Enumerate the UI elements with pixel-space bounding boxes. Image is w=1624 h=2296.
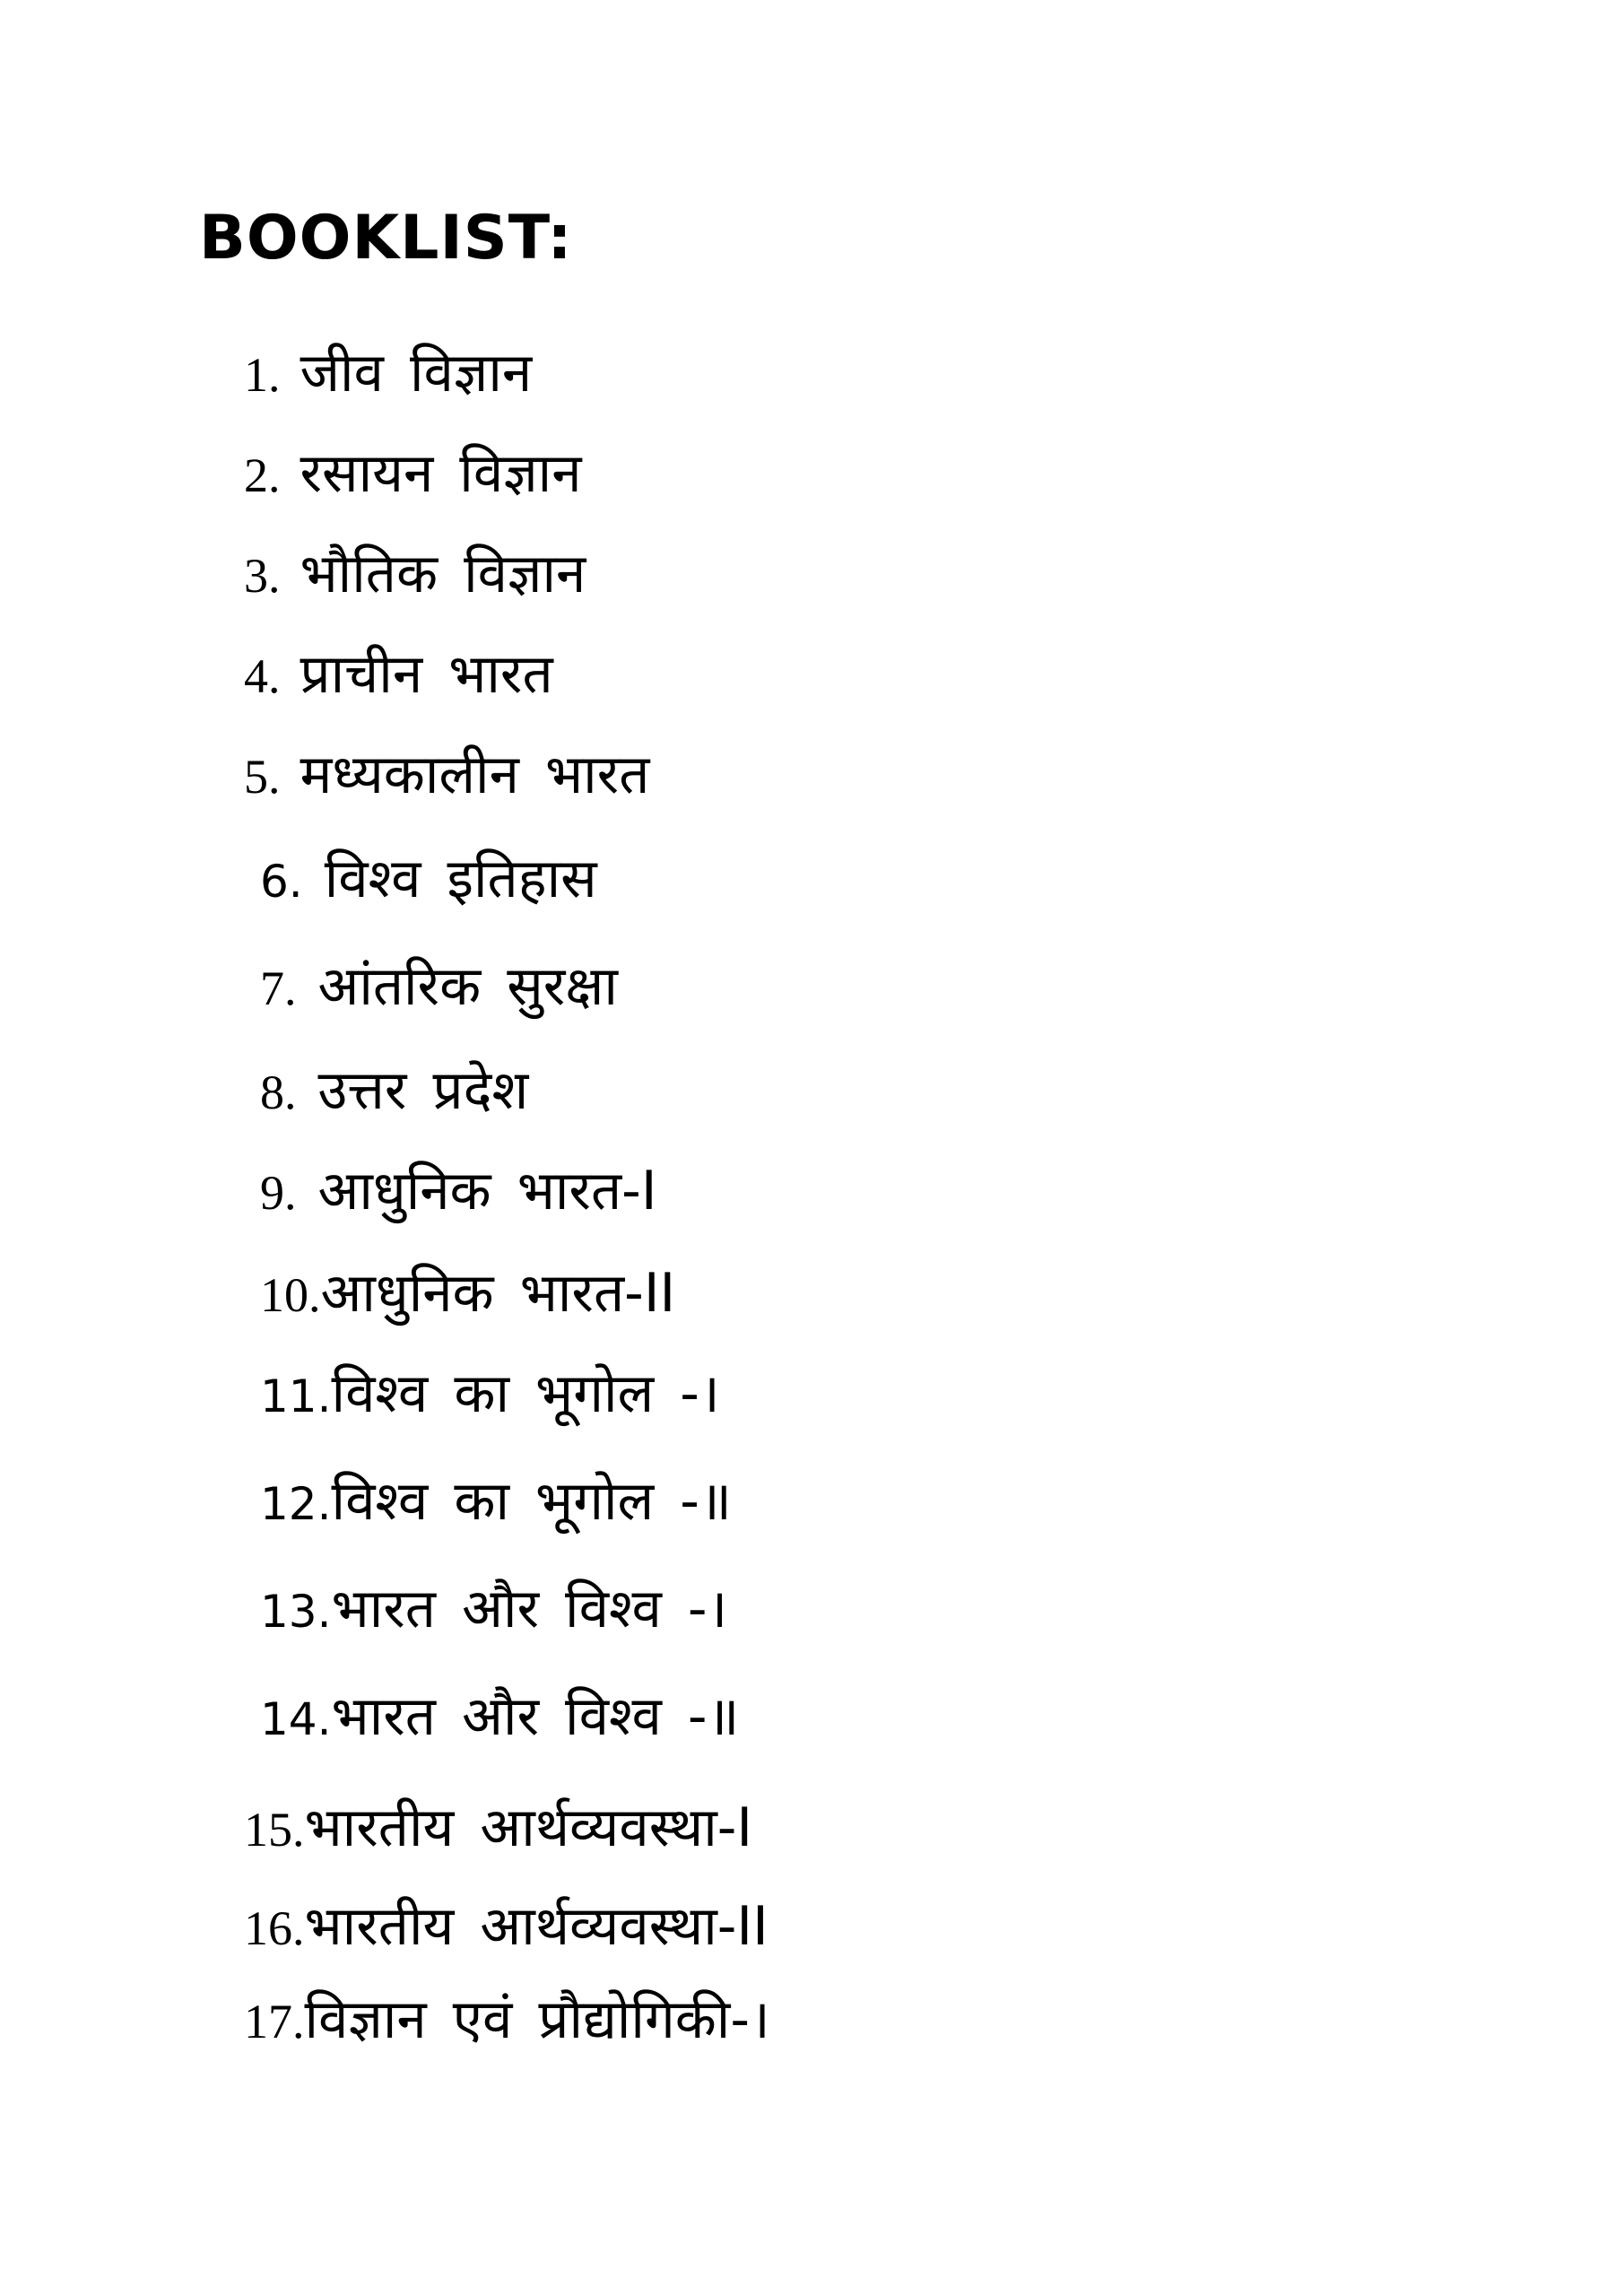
list-item-number: 4. — [244, 649, 281, 703]
list-item — [260, 1262, 676, 1325]
list-item-number: 13. — [260, 1586, 332, 1638]
list-item — [260, 848, 597, 910]
list-item-title: विश्व इतिहास — [324, 848, 597, 910]
list-item — [244, 643, 553, 706]
list-item — [244, 1988, 770, 2051]
list-item — [244, 744, 650, 806]
list-item — [260, 1362, 720, 1425]
list-item-number: 5. — [244, 750, 281, 804]
list-item-number: 7. — [260, 961, 297, 1015]
list-item-number: 3. — [244, 549, 281, 603]
list-item-title: आंतरिक सुरक्षा — [317, 955, 618, 1018]
list-item-title: भौतिक विज्ञान — [300, 543, 586, 605]
list-item-title: भारत और विश्व -॥ — [331, 1685, 740, 1748]
list-item-title: भारतीय आर्थव्यवस्था-II — [304, 1895, 769, 1958]
list-item-number: 9. — [260, 1166, 297, 1220]
list-item-number: 1. — [244, 348, 281, 402]
list-item — [260, 1685, 740, 1748]
list-item — [260, 1160, 657, 1222]
list-item-title: भारतीय आर्थव्यवस्था-I — [304, 1796, 753, 1859]
list-item — [260, 1470, 732, 1533]
list-item — [260, 1059, 529, 1122]
list-item-number: 2. — [244, 448, 281, 502]
list-item-number: 17. — [244, 1995, 305, 2048]
list-item-title: विश्व का भूगोल -॥ — [331, 1470, 732, 1533]
list-item-number: 14. — [260, 1693, 332, 1745]
list-item — [260, 1578, 728, 1640]
list-item-title: भारत और विश्व -। — [331, 1578, 728, 1640]
list-item-number: 6. — [260, 856, 303, 908]
list-item — [260, 955, 618, 1018]
list-item — [244, 543, 586, 605]
list-item — [244, 442, 582, 505]
list-item-number: 10. — [260, 1268, 321, 1322]
booklist-heading: BOOKLIST: — [199, 203, 573, 274]
list-item-title: उत्तर प्रदेश — [317, 1059, 529, 1122]
list-item-title: आधुनिक भारत-II — [320, 1262, 676, 1325]
list-item-title: आधुनिक भारत-I — [317, 1160, 657, 1222]
list-item-title: प्राचीन भारत — [300, 643, 553, 706]
list-item-title: विज्ञान एवं प्रौद्योगिकी-। — [304, 1988, 770, 2051]
list-item-number: 8. — [260, 1065, 297, 1119]
list-item — [244, 342, 533, 404]
list-item — [244, 1796, 753, 1859]
list-item-number: 15. — [244, 1803, 305, 1857]
list-item-title: रसायन विज्ञान — [300, 442, 582, 505]
list-item — [244, 1895, 769, 1958]
list-item-number: 11. — [260, 1370, 332, 1422]
list-item-title: मध्यकालीन भारत — [300, 744, 650, 806]
list-item-number: 12. — [260, 1478, 332, 1530]
list-item-title: विश्व का भूगोल -। — [331, 1362, 720, 1425]
list-item-title: जीव विज्ञान — [300, 342, 533, 404]
list-item-number: 16. — [244, 1901, 305, 1955]
